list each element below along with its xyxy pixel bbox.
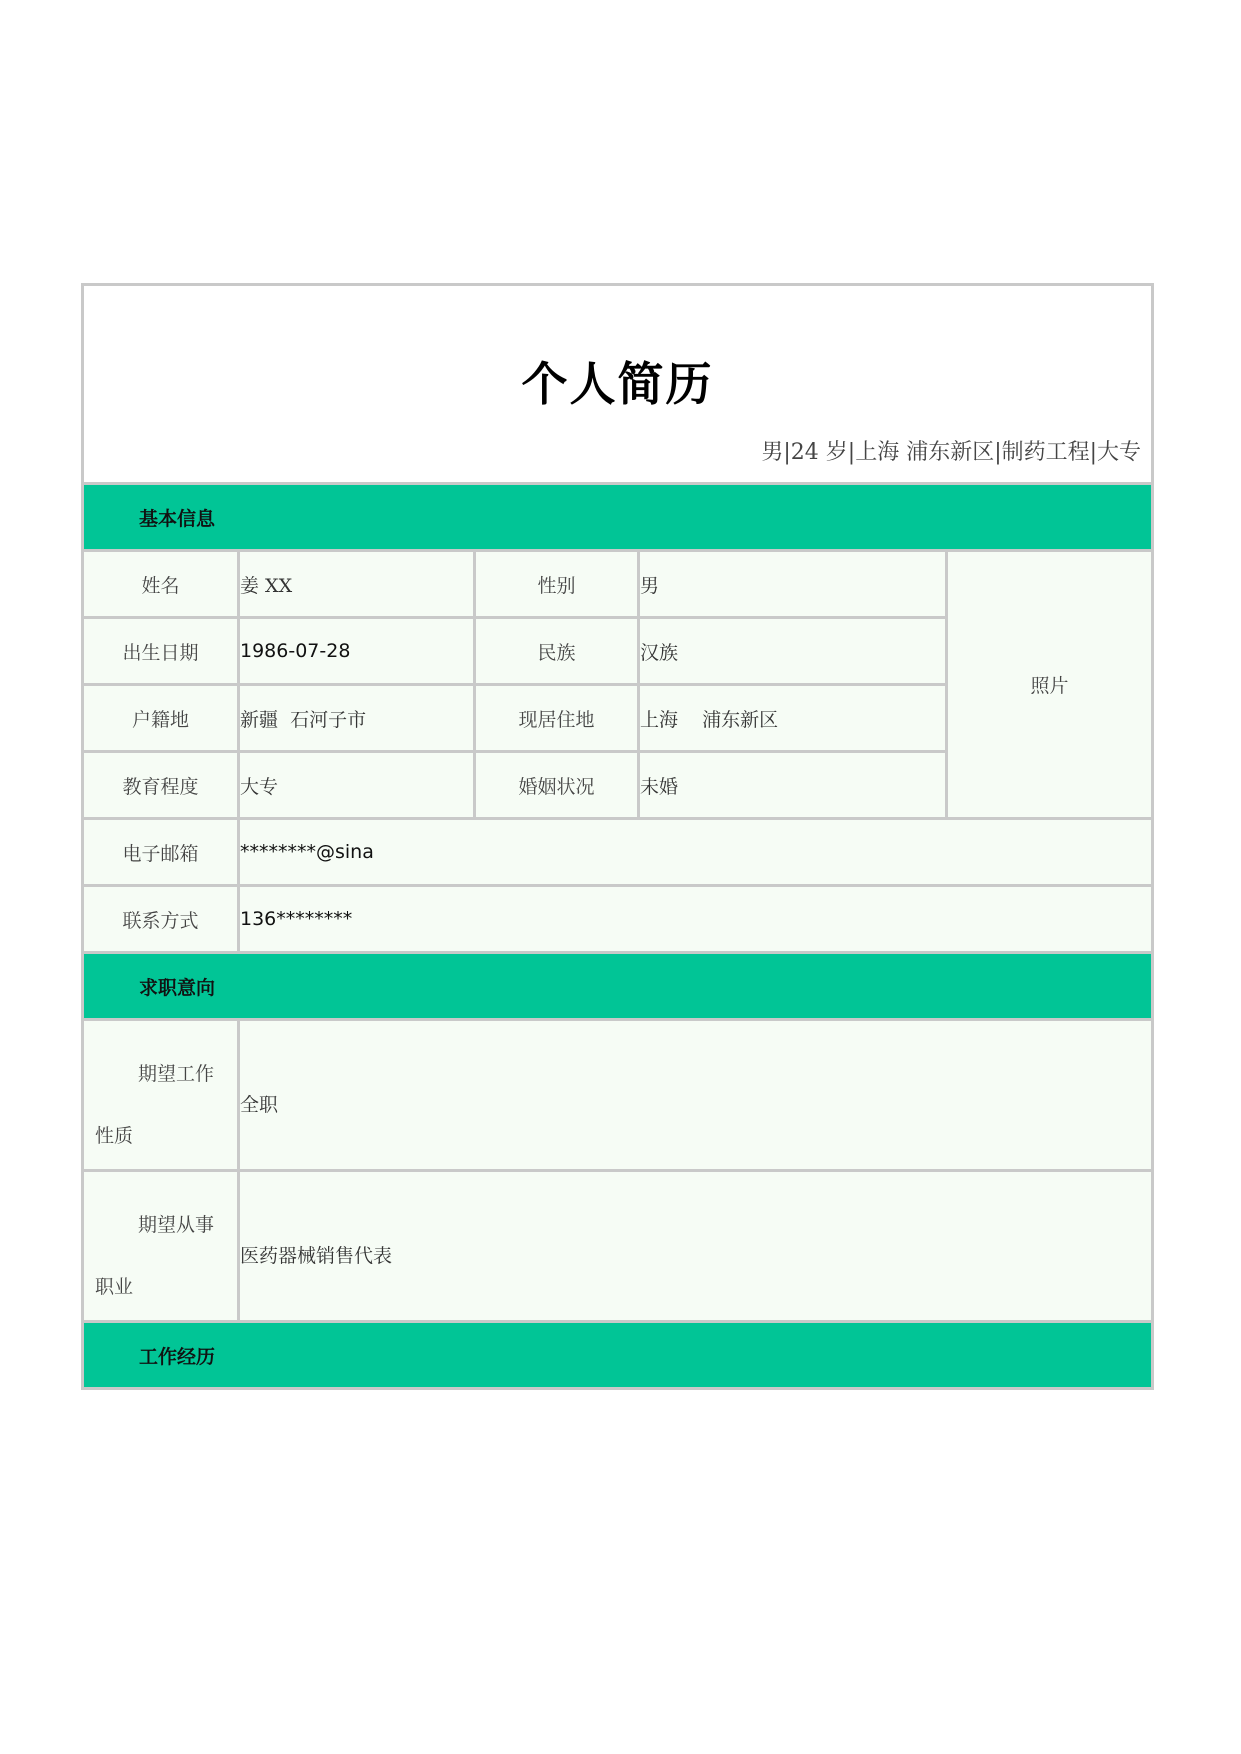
phone-value: 136********	[239, 886, 1153, 953]
name-value: 姜 XX	[239, 551, 475, 618]
marital-value: 未婚	[639, 752, 947, 819]
gender-label: 性别	[475, 551, 639, 618]
section-header-intent: 求职意向	[83, 953, 1153, 1020]
jobtype-label	[83, 1020, 239, 1171]
birth-label: 出生日期	[83, 618, 239, 685]
email-value: ********@sina	[239, 819, 1153, 886]
occupation-label-line1: 期望从事	[138, 1214, 215, 1236]
phone-label: 联系方式	[83, 886, 239, 953]
section-header-basic: 基本信息	[83, 484, 1153, 551]
email-label: 电子邮箱	[83, 819, 239, 886]
education-value: 大专	[239, 752, 475, 819]
residence-label: 现居住地	[475, 685, 639, 752]
profile-summary: 男|24 岁|上海 浦东新区|制药工程|大专	[761, 440, 1142, 465]
resume-table	[81, 283, 1154, 1390]
name-label: 姓名	[83, 551, 239, 618]
education-label: 教育程度	[83, 752, 239, 819]
occupation-label	[83, 1171, 239, 1322]
occupation-label-line2: 职业	[95, 1276, 134, 1298]
birth-value: 1986-07-28	[239, 618, 475, 685]
page-title: 个人简历	[521, 357, 714, 411]
marital-label: 婚姻状况	[475, 752, 639, 819]
header-cell	[83, 285, 1153, 484]
hukou-value: 新疆 石河子市	[239, 685, 475, 752]
residence-value: 上海 浦东新区	[639, 685, 947, 752]
hukou-label: 户籍地	[83, 685, 239, 752]
jobtype-label-line2: 性质	[95, 1125, 134, 1147]
jobtype-label-line1: 期望工作	[138, 1063, 215, 1085]
section-header-work: 工作经历	[83, 1322, 1153, 1389]
jobtype-value: 全职	[239, 1020, 1153, 1171]
photo-placeholder: 照片	[947, 551, 1153, 819]
ethnic-value: 汉族	[639, 618, 947, 685]
ethnic-label: 民族	[475, 618, 639, 685]
gender-value: 男	[639, 551, 947, 618]
occupation-value: 医药器械销售代表	[239, 1171, 1153, 1322]
